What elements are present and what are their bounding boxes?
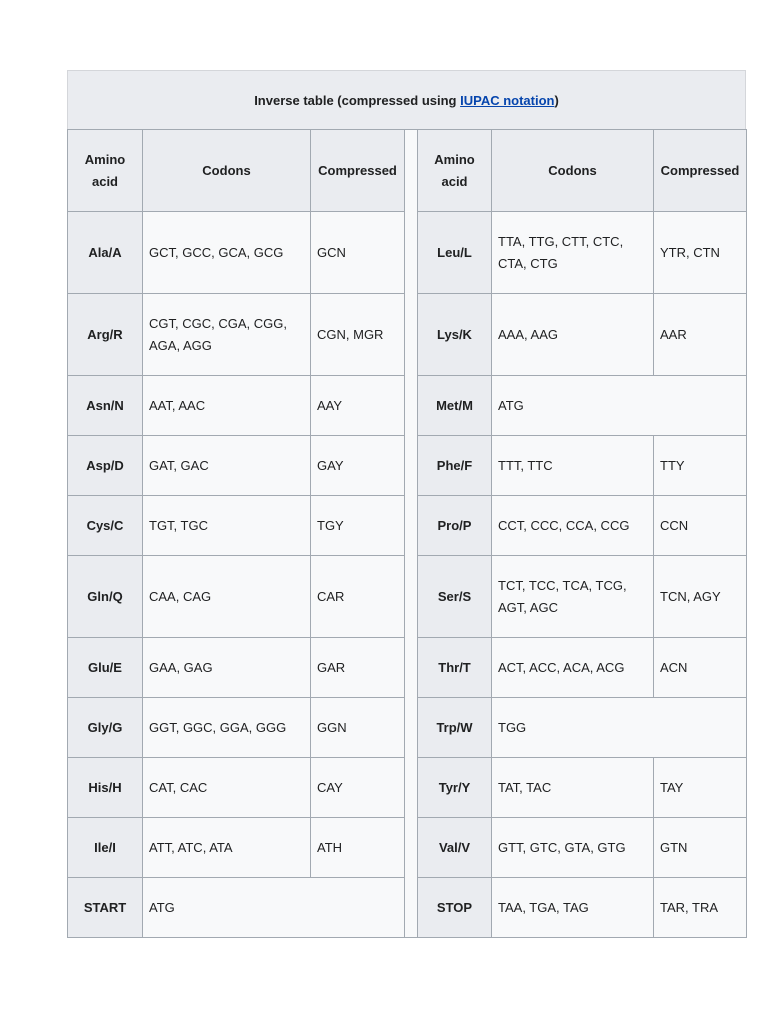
codons-cell: CAA, CAG bbox=[143, 556, 311, 638]
amino-acid-cell: Asp/D bbox=[68, 436, 143, 496]
codons-cell: TGG bbox=[492, 698, 747, 758]
header-compressed-left: Compressed bbox=[311, 130, 405, 212]
compressed-cell: AAR bbox=[654, 294, 747, 376]
codons-cell: AAA, AAG bbox=[492, 294, 654, 376]
amino-acid-cell: Thr/T bbox=[418, 638, 492, 698]
header-amino-acid-right: Amino acid bbox=[418, 130, 492, 212]
amino-acid-cell: Tyr/Y bbox=[418, 758, 492, 818]
codons-cell: ACT, ACC, ACA, ACG bbox=[492, 638, 654, 698]
codons-cell: GGT, GGC, GGA, GGG bbox=[143, 698, 311, 758]
amino-acid-cell: STOP bbox=[418, 878, 492, 938]
compressed-cell: GGN bbox=[311, 698, 405, 758]
amino-acid-cell: Leu/L bbox=[418, 212, 492, 294]
compressed-cell: CCN bbox=[654, 496, 747, 556]
column-separator bbox=[405, 130, 418, 938]
caption-prefix: Inverse table (compressed using bbox=[254, 92, 457, 108]
compressed-cell: CGN, MGR bbox=[311, 294, 405, 376]
compressed-cell: GAY bbox=[311, 436, 405, 496]
amino-acid-cell: Lys/K bbox=[418, 294, 492, 376]
codons-cell: GAT, GAC bbox=[143, 436, 311, 496]
inverse-codon-table bbox=[67, 129, 747, 938]
codons-cell: ATG bbox=[143, 878, 405, 938]
amino-acid-cell: Phe/F bbox=[418, 436, 492, 496]
compressed-cell: TAR, TRA bbox=[654, 878, 747, 938]
compressed-cell: CAY bbox=[311, 758, 405, 818]
codons-cell: TAT, TAC bbox=[492, 758, 654, 818]
codons-cell: CCT, CCC, CCA, CCG bbox=[492, 496, 654, 556]
compressed-cell: GCN bbox=[311, 212, 405, 294]
codons-cell: TGT, TGC bbox=[143, 496, 311, 556]
amino-acid-cell: Trp/W bbox=[418, 698, 492, 758]
amino-acid-cell: Asn/N bbox=[68, 376, 143, 436]
header-row bbox=[68, 130, 747, 212]
codons-cell: CAT, CAC bbox=[143, 758, 311, 818]
amino-acid-cell: START bbox=[68, 878, 143, 938]
codons-cell: TTA, TTG, CTT, CTC, CTA, CTG bbox=[492, 212, 654, 294]
amino-acid-cell: Met/M bbox=[418, 376, 492, 436]
compressed-cell: ACN bbox=[654, 638, 747, 698]
amino-acid-cell: Gly/G bbox=[68, 698, 143, 758]
codons-cell: CGT, CGC, CGA, CGG, AGA, AGG bbox=[143, 294, 311, 376]
codons-cell: ATT, ATC, ATA bbox=[143, 818, 311, 878]
amino-acid-cell: His/H bbox=[68, 758, 143, 818]
compressed-cell: AAY bbox=[311, 376, 405, 436]
amino-acid-cell: Ala/A bbox=[68, 212, 143, 294]
caption-suffix: ) bbox=[554, 92, 559, 108]
header-codons-left: Codons bbox=[143, 130, 311, 212]
codons-cell: TAA, TGA, TAG bbox=[492, 878, 654, 938]
amino-acid-cell: Pro/P bbox=[418, 496, 492, 556]
amino-acid-cell: Val/V bbox=[418, 818, 492, 878]
header-codons-right: Codons bbox=[492, 130, 654, 212]
amino-acid-cell: Cys/C bbox=[68, 496, 143, 556]
compressed-cell: GTN bbox=[654, 818, 747, 878]
header-compressed-right: Compressed bbox=[654, 130, 747, 212]
codons-cell: ATG bbox=[492, 376, 747, 436]
compressed-cell: GAR bbox=[311, 638, 405, 698]
compressed-cell: ATH bbox=[311, 818, 405, 878]
compressed-cell: TTY bbox=[654, 436, 747, 496]
codons-cell: TTT, TTC bbox=[492, 436, 654, 496]
codons-cell: GCT, GCC, GCA, GCG bbox=[143, 212, 311, 294]
table-caption bbox=[67, 70, 746, 129]
amino-acid-cell: Ser/S bbox=[418, 556, 492, 638]
amino-acid-cell: Glu/E bbox=[68, 638, 143, 698]
codons-cell: AAT, AAC bbox=[143, 376, 311, 436]
compressed-cell: YTR, CTN bbox=[654, 212, 747, 294]
compressed-cell: TAY bbox=[654, 758, 747, 818]
codons-cell: GTT, GTC, GTA, GTG bbox=[492, 818, 654, 878]
amino-acid-cell: Gln/Q bbox=[68, 556, 143, 638]
compressed-cell: TGY bbox=[311, 496, 405, 556]
codons-cell: GAA, GAG bbox=[143, 638, 311, 698]
header-amino-acid-left: Amino acid bbox=[68, 130, 143, 212]
codons-cell: TCT, TCC, TCA, TCG, AGT, AGC bbox=[492, 556, 654, 638]
iupac-notation-link[interactable]: IUPAC notation bbox=[460, 92, 555, 108]
amino-acid-cell: Ile/I bbox=[68, 818, 143, 878]
amino-acid-cell: Arg/R bbox=[68, 294, 143, 376]
compressed-cell: TCN, AGY bbox=[654, 556, 747, 638]
codon-table-wrapper bbox=[67, 70, 746, 938]
compressed-cell: CAR bbox=[311, 556, 405, 638]
